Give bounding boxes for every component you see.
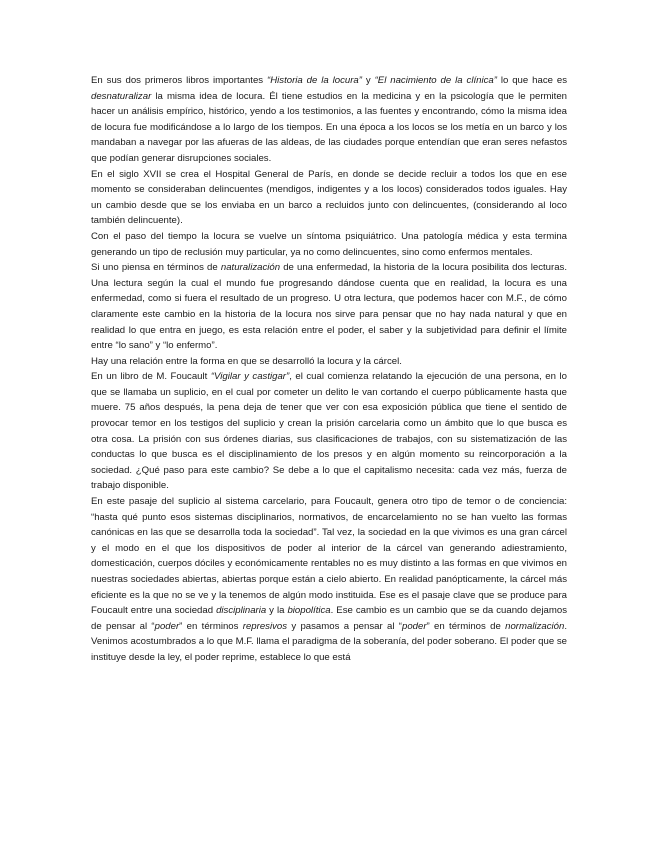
italic-text: desnaturalizar: [91, 90, 152, 102]
paragraph: [91, 354, 567, 370]
italic-text: naturalización: [220, 262, 281, 274]
text-run: En un libro de M. Foucault: [91, 371, 211, 383]
paragraph: [91, 229, 567, 260]
text-run: y: [361, 75, 375, 86]
italic-text: biopolítica: [287, 605, 331, 617]
paragraph: [91, 73, 567, 167]
paragraph: [91, 167, 567, 229]
text-run: de una enfermedad, la historia de la locura posibilita dos lecturas. Una lectura según la cual el mundo fue progresando dándose cuenta que en realidad, la locura es una enfermedad, como si fuera el resultado de un progreso. U otra lectura, que podemos hacer con M.F., de cómo claramente este cambio en la historia de la locura nos sirve para pensar que no hay nada natural y que en realidad lo que entra en juego, es esta relación entre el poder, el saber y la subjetividad para definir el límite entre “lo sano” y “lo enfermo”.: [91, 262, 567, 352]
text-run: Con el paso del tiempo la locura se vuelve un síntoma psiquiátrico. Una patología médica y esta termina generando un tipo de reclusión muy particular, ya no como delincuentes, sino como enfermos mentales.: [91, 230, 567, 258]
text-run: En el siglo XVII se crea el Hospital General de París, en donde se decide recluir a todos los que en ese momento se consideraban delincuentes (mendigos, indigentes y a los locos) considerados todos iguales. Hay un cambio desde que se los enviaba en un barco a recluidos junto con delincuentes, (considerando al loco también delincuente).: [91, 168, 567, 227]
text-run: ” en términos: [179, 620, 243, 632]
text-run: ” en términos de: [426, 620, 506, 632]
text-run: , el cual comienza relatando la ejecución de una persona, en lo que se llamaba un suplicio, en el cual por cometer un delito le van cortando el cuerpo públicamente hasta que muere. 75 años después, la pena deja de tener que ver con esa exposición pública que tiene el sentido de provocar temor en los testigos del suplicio y crean la prisión carcelaria como un ámbito que lo que busca es otra cosa. La prisión con sus órdenes diarias, sus clasificaciones de trabajos, con su sistematización de las conductas lo que busca es el disciplinamiento de los presos y en algún momento su reincorporación a la sociedad. ¿Qué paso para este cambio? Se debe a lo que el capitalismo necesita: cada vez más, fuerza de trabajo disponible.: [91, 371, 567, 492]
text-run: Si uno piensa en términos de: [91, 262, 221, 274]
italic-text: poder: [154, 620, 180, 632]
italic-text: “Historia de la locura”: [267, 75, 362, 86]
italic-text: poder: [401, 620, 427, 632]
italic-text: represivos: [242, 620, 288, 632]
italic-text: “Vigilar y castigar”: [210, 371, 290, 383]
paragraph: [91, 494, 567, 666]
text-run: y pasamos a pensar al “: [287, 620, 402, 632]
text-run: Hay una relación entre la forma en que se desarrolló la locura y la cárcel.: [91, 355, 402, 367]
italic-text: disciplinaria: [216, 605, 267, 617]
paragraph: [91, 369, 567, 494]
italic-text: normalización: [505, 620, 565, 632]
paragraph: [91, 260, 567, 354]
text-run: En sus dos primeros libros importantes: [91, 75, 268, 86]
italic-text: “El nacimiento de la clínica”: [374, 75, 497, 86]
text-run: . Ese cambio es un cambio que se da cuando dejamos de pensar al “: [91, 605, 567, 632]
text-run: . Venimos acostumbrados a lo que M.F. llama el paradigma de la soberanía, del poder soberano. El poder que se instituye desde la ley, el poder reprime, establece lo que está: [91, 620, 567, 663]
body-text: [91, 73, 567, 666]
text-run: En este pasaje del suplicio al sistema carcelario, para Foucault, genera otro tipo de temor o de conciencia: “hasta qué punto esos sistemas disciplinarios, normativos, de encarcelamiento no se han vuelto las formas canónicas en las que se desarrolla toda la sociedad”. Tal vez, la sociedad en la que vivimos es una gran cárcel y el modo en el que los dispositivos de poder al interior de la cárcel van generando adiestramiento, domesticación, cuerpos dóciles y económicamente rentables no es muy distinto a las formas en que vivimos en nuestras sociedades abiertas, abiertas porque están a cielo abierto. En realidad panópticamente, la cárcel más eficiente es la que no se ve y la tenemos de algún modo instituida. Ese es el pasaje clave que se produce para Foucault entre una sociedad: [91, 496, 567, 617]
text-run: la misma idea de locura. Él tiene estudios en la medicina y en la psicología que le permiten hacer un análisis empírico, histórico, yendo a los testimonios, a las fuentes y encontrando, cómo la misma idea de locura fue modificándose a lo largo de los tiempos. En una época a los locos se los metía en un barco y los mandaban a navegar por las afueras de las aldeas, de las ciudades porque entendían que eran seres nefastos que podían generar disrupciones sociales.: [91, 90, 567, 164]
text-run: y la: [266, 605, 288, 617]
text-run: lo que hace es: [496, 75, 568, 86]
